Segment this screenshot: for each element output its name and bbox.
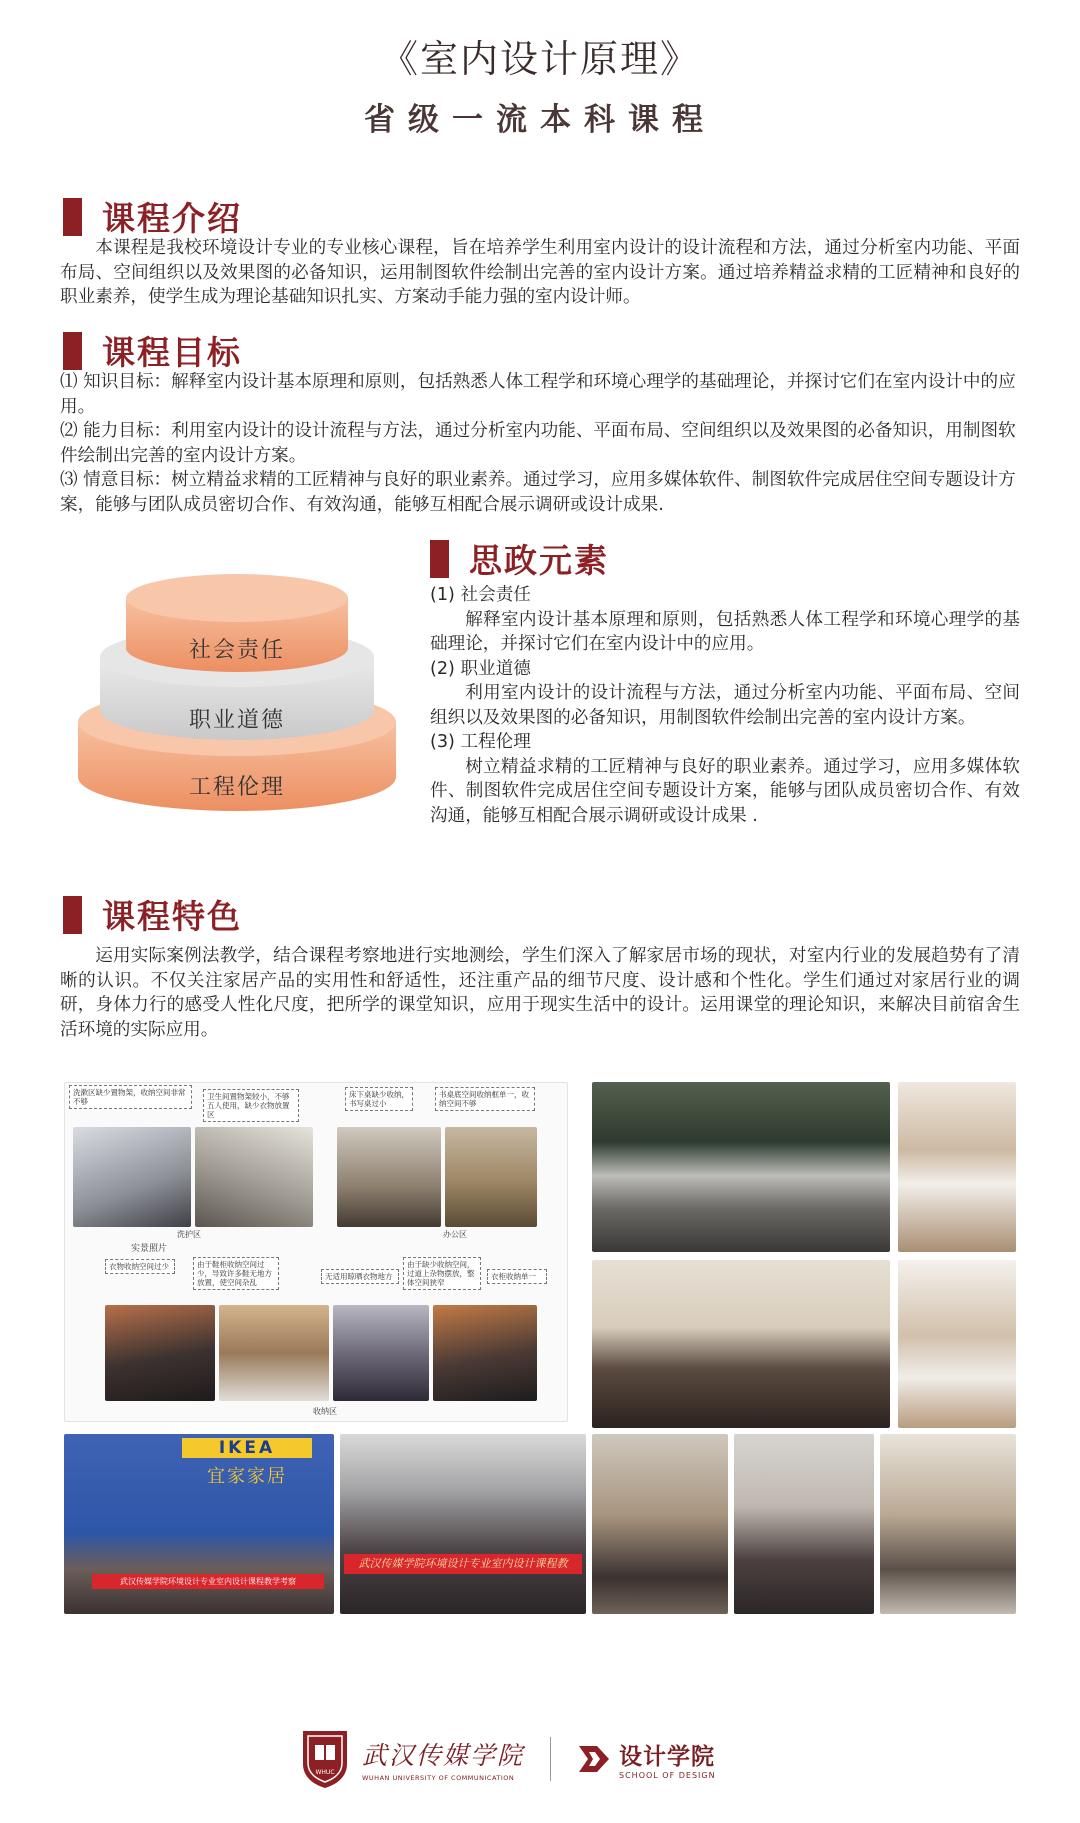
clothes-storage-photo [105,1305,215,1401]
ikea-sign-cn: 宜家家居 [207,1466,287,1487]
survey-note: 由于缺少收纳空间，过道上杂物摆放，整体空间狭窄 [403,1257,481,1290]
section-marker [63,198,82,236]
ideology-cake-diagram [74,572,400,820]
cake-layer-top-label: 社会责任 [188,638,285,663]
wardrobe-photo [433,1305,537,1401]
store-visit-photo-2 [734,1434,874,1614]
dept-name-en: SCHOOL OF DESIGN [619,1771,716,1780]
page-title: 《室内设计原理》 [379,37,700,81]
store-visit-photo-3 [880,1434,1016,1614]
section-marker [430,540,449,578]
ideology-item-heading: (1) 社会责任 [430,585,531,605]
ideology-item-text: 利用室内设计的设计流程与方法，通过分析室内功能、平面布局、空间组织以及效果图的必备知识，用制图软件绘制出完善的室内设计方案。 [430,683,1020,728]
school-name-cn: 武汉传媒学院 [362,1741,525,1770]
goal-item: ⑵ 能力目标：利用室内设计的设计流程与方法，通过分析室内功能、平面布局、空间组织以及效果图的必备知识，用制图软件绘制出完善的室内设计方案。 [60,421,1016,466]
area-label: 办公区 [443,1230,467,1239]
ideology-item-heading: (2) 职业道德 [430,658,531,679]
desk-storage-photo [445,1127,537,1227]
page-subtitle: 省级一流本科课程 [364,102,716,138]
footer-logos [300,1728,716,1790]
ikea-group-photo [64,1434,334,1614]
goals-list [60,370,1020,517]
goals-heading [63,327,242,374]
design-board-1 [898,1082,1016,1252]
features-title: 课程特色 [102,897,242,936]
hanging-clothes-photo [333,1305,429,1401]
survey-note: 无适用晾晒衣物地方 [321,1269,399,1284]
ikea-sign: IKEA [182,1438,312,1458]
shoes-photo [219,1305,329,1401]
survey-note: 书桌底空间收纳框单一，收纳空间不够 [435,1087,535,1111]
survey-note: 床下桌缺少收纳，书写桌过小 [345,1087,413,1111]
washroom-photo [73,1127,191,1227]
cake-layer-middle-label: 职业道德 [188,708,285,733]
ideology-item-heading: (3) 工程伦理 [430,732,531,752]
school-name-en: WUHAN UNIVERSITY OF COMMUNICATION [362,1774,515,1782]
ideology-title: 思政元素 [469,541,609,580]
dorm-survey-diagram [64,1082,568,1422]
school-shield-logo [300,1728,350,1790]
photos-label: 实景照片 [131,1244,168,1254]
survey-note: 卫生间置物架较小，不够五人使用，缺少衣物放置区 [203,1089,299,1122]
design-school-logo [577,1742,611,1776]
design-school-icon [577,1742,611,1776]
goal-item: ⑴ 知识目标：解释室内设计基本原理和原则，包括熟悉人体工程学和环境心理学的基础理论，并探讨它们在室内设计中的应用。 [60,372,1016,417]
school-name [362,1736,524,1782]
ideology-heading [430,535,609,582]
ideology-item-text: 解释室内设计基本原理和原则，包括熟悉人体工程学和环境心理学的基础理论，并探讨它们在室内设计中的应用。 [430,609,1020,654]
intro-heading [63,193,242,240]
features-text: 运用实际案例法教学，结合课程考察地进行实地测绘，学生们深入了解家居市场的现状，对室内行业的发展趋势有了清晰的认识。不仅关注家居产品的实用性和舒适性，还注重产品的细节尺度、设计感和个性化。学生们通过对家居行业的调研，身体力行的感受人性化尺度，把所学的课堂知识，应用于现实生活中的设计。运用课堂的理论知识，来解决目前宿舍生活环境的实际应用。 [60,946,1020,1040]
shield-icon [300,1728,350,1790]
ideology-list [430,583,1020,828]
goals-title: 课程目标 [102,333,242,372]
ideology-item-text: 树立精益求精的工匠精神与良好的职业素养。通过学习，应用多媒体软件、制图软件完成居住空间专题设计方案，能够与团队成员密切合作、有效沟通，能够互相配合展示调研或设计成果 . [430,756,1020,826]
cake-layer-bottom-label: 工程伦理 [188,775,285,800]
goal-item: ⑶ 情意目标：树立精益求精的工匠精神与良好的职业素养。通过学习，应用多媒体软件、制图软件完成居住空间专题设计方案，能够与团队成员密切合作、有效沟通，能够互相配合展示调研或设计成果. [60,470,1016,515]
survey-note: 由于鞋柜收纳空间过少，导致许多鞋无地方放置，使空间杂乱 [193,1257,279,1290]
shield-text: WHUC [315,1769,335,1776]
store-visit-photo-1 [592,1434,728,1614]
survey-note: 洗漱区缺少置物架，收纳空间非常不够 [69,1085,192,1109]
auditorium-group-photo [340,1434,586,1614]
survey-note: 衣柜收纳单一 [487,1269,547,1284]
area-label: 收纳区 [313,1407,337,1416]
section-marker [63,332,82,370]
intro-text: 本课程是我校环境设计专业的专业核心课程，旨在培养学生利用室内设计的设计流程和方法，通过分析室内功能、平面布局、空间组织以及效果图的必备知识，运用制图软件绘制出完善的室内设计方案。通过培养精益求精的工匠精神和良好的职业素养，使学生成为理论基础知识扎实、方案动手能力强的室内设计师。 [60,238,1020,307]
features-heading [63,891,242,938]
logo-divider [550,1737,551,1781]
exhibition-group-photo [592,1082,890,1252]
washroom-shelf-photo [195,1127,313,1227]
lecture-photo [592,1260,890,1428]
area-label: 洗护区 [177,1230,201,1239]
dept-name [619,1738,716,1780]
photo-collage [64,1082,1016,1618]
class-banner: 武汉传媒学院环境设计专业室内设计课程教学考察 [92,1574,324,1589]
dept-name-cn: 设计学院 [619,1744,716,1770]
desk-photo [337,1127,441,1227]
section-marker [63,896,82,934]
auditorium-banner: 武汉传媒学院环境设计专业室内设计课程教 [344,1554,582,1574]
intro-title: 课程介绍 [102,199,242,238]
survey-note: 衣物收纳空间过少 [105,1259,175,1274]
design-board-2 [898,1260,1016,1428]
